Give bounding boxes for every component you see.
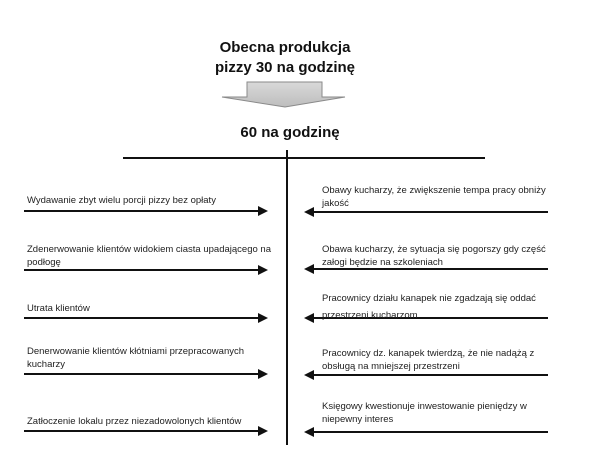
right-force-1: Obawy kucharzy, że zwiększenie tempa pracy obniży jakość — [322, 185, 546, 209]
title-line-1: Obecna produkcja — [219, 39, 351, 56]
target-label: 60 na godzinę — [240, 124, 340, 141]
right-force-5: Księgowy kwestionuje inwestowanie pieniędzy w niepewny interes — [322, 401, 527, 425]
left-force-1: Wydawanie zbyt wielu porcji pizzy bez opłaty — [27, 195, 216, 206]
left-force-5: Zatłoczenie lokalu przez niezadowolonych klientów — [27, 416, 242, 427]
left-arrows — [24, 206, 268, 436]
title-line-2: pizzy 30 na godzinę — [214, 59, 356, 76]
right-force-4: Pracownicy dz. kanapek twierdzą, że nie nadążą z obsługą na mniejszej przestrzeni — [322, 348, 535, 372]
right-force-3: Pracownicy działu kanapek nie zgadzają się oddać przestrzeni kucharzom — [322, 293, 536, 321]
right-force-2: Obawa kucharzy, że sytuacja się pogorszy gdy część załogi będzie na szkoleniach — [322, 244, 546, 268]
left-force-3: Utrata klientów — [27, 303, 90, 314]
left-force-4: Denerwowanie klientów kłótniami przepracowanych kucharzy — [27, 346, 245, 370]
transition-arrow — [222, 82, 345, 107]
left-force-2: Zdenerwowanie klientów widokiem ciasta upadającego na podłogę — [27, 244, 271, 268]
